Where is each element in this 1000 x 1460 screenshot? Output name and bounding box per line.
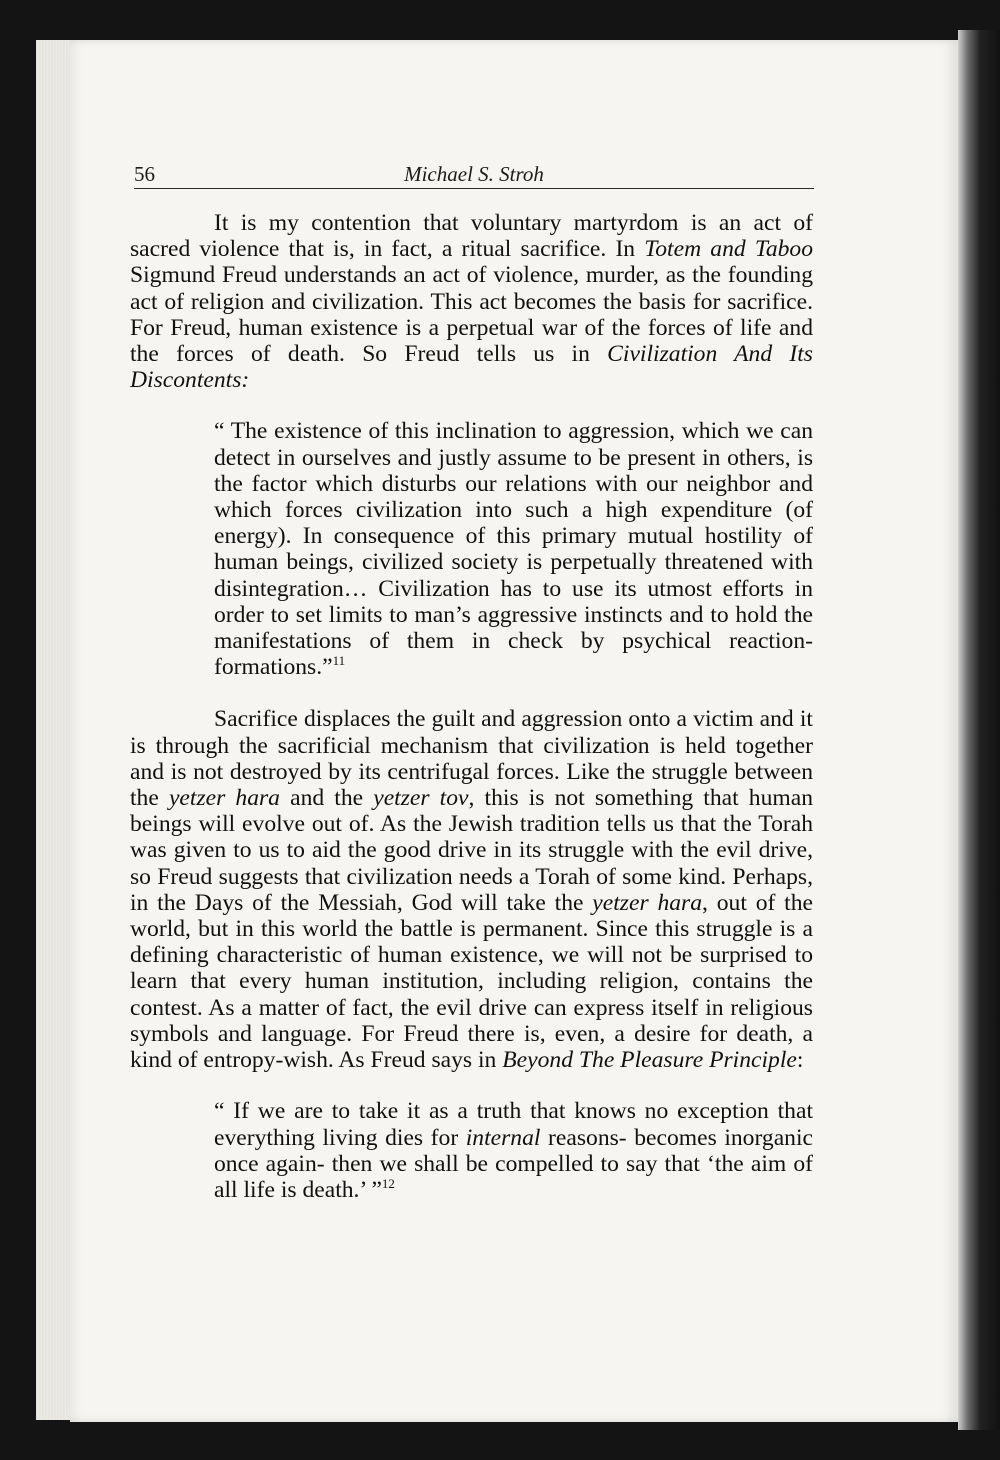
emphasis-internal: internal [465,1124,541,1151]
running-head: Michael S. Stroh [404,162,544,186]
block-quote-1-text: “ The existence of this inclination to aggression, which we can detect in ourselves and justly assume to be present in others, is the factor which disturbs our relations with our neighbor and which forces civilization into such a high expenditure (of energy). In consequence of this primary mutual hostility of human beings, civilized society is perpetually threatened with disintegration… Civilization has to use its utmost efforts in order to set limits to man’s aggressive instincts and to hold the manifestations of them in check by psychical reaction-formations.” [214,418,813,681]
paragraph-1-text-2: Sigmund Freud understands an act of violence, murder, as the founding act of religion and civilization. This act becomes the basis for sacrifice. For Freud, human existence is a perpetual war of the forces of life and the forces of death. So Freud tells us in [130,262,813,368]
block-quote-2-text: “ If we are to take it as a truth that knows no exception that everything living dies for [214,1098,813,1151]
term-yetzer-hara-2: yetzer hara [592,889,703,916]
footnote-ref-11: 11 [332,653,346,669]
spacer [130,1073,813,1098]
paragraph-1-text: It is my contention that voluntary martyrdom is an act of sacred violence that is, in fact, a ritual sacrifice. In [130,210,813,263]
term-yetzer-hara: yetzer hara [168,785,280,812]
book-title-totem-and-taboo: Totem and Taboo [644,236,814,263]
paragraph-1 [130,210,813,393]
book-spine-shadow [958,30,1000,1430]
body-text [130,210,813,1203]
block-quote-1 [214,418,813,680]
page-header [134,160,814,189]
paragraph-2-text-4: , out of the world, but in this world the battle is permanent. Since this struggle is a defining characteristic of human existence, we will not be surprised to learn that every human institution, including religion, contains the contest. As a matter of fact, the evil drive can express itself in religious symbols and language. For Freud there is, even, a desire for death, a kind of entropy-wish. As Freud says in [130,889,814,1074]
block-quote-2 [214,1098,813,1203]
paragraph-2-text: Sacrifice displaces the guilt and aggression onto a victim and it is through the sacrificial mechanism that civilization is held together and is not destroyed by its centrifugal forces. Like the struggle between the [130,706,813,812]
book-title-beyond-pleasure: Beyond The Pleasure Principle [502,1047,797,1074]
footnote-ref-12: 12 [381,1176,395,1192]
book-title-civilization: Civilization And Its Discontents: [130,341,813,394]
paragraph-2 [130,706,813,1073]
spacer [130,393,813,418]
term-yetzer-tov: yetzer tov [373,785,469,812]
block-quote-2-text-2: reasons- becomes inorganic once again- then we shall be compelled to say that ‘the aim of all life is death.’ ” [214,1124,814,1203]
page-number: 56 [134,162,155,186]
paragraph-2-text-5: : [796,1047,804,1074]
paragraph-2-text-3: , this is not something that human beings will evolve out of. As the Jewish tradition tells us that the Torah was given to us to aid the good drive in its struggle with the evil drive, so Freud suggests that civilization needs a Torah of some kind. Perhaps, in the Days of the Messiah, God will take the [130,785,813,916]
spacer [130,680,813,706]
paragraph-2-text-2: and the [279,785,374,812]
